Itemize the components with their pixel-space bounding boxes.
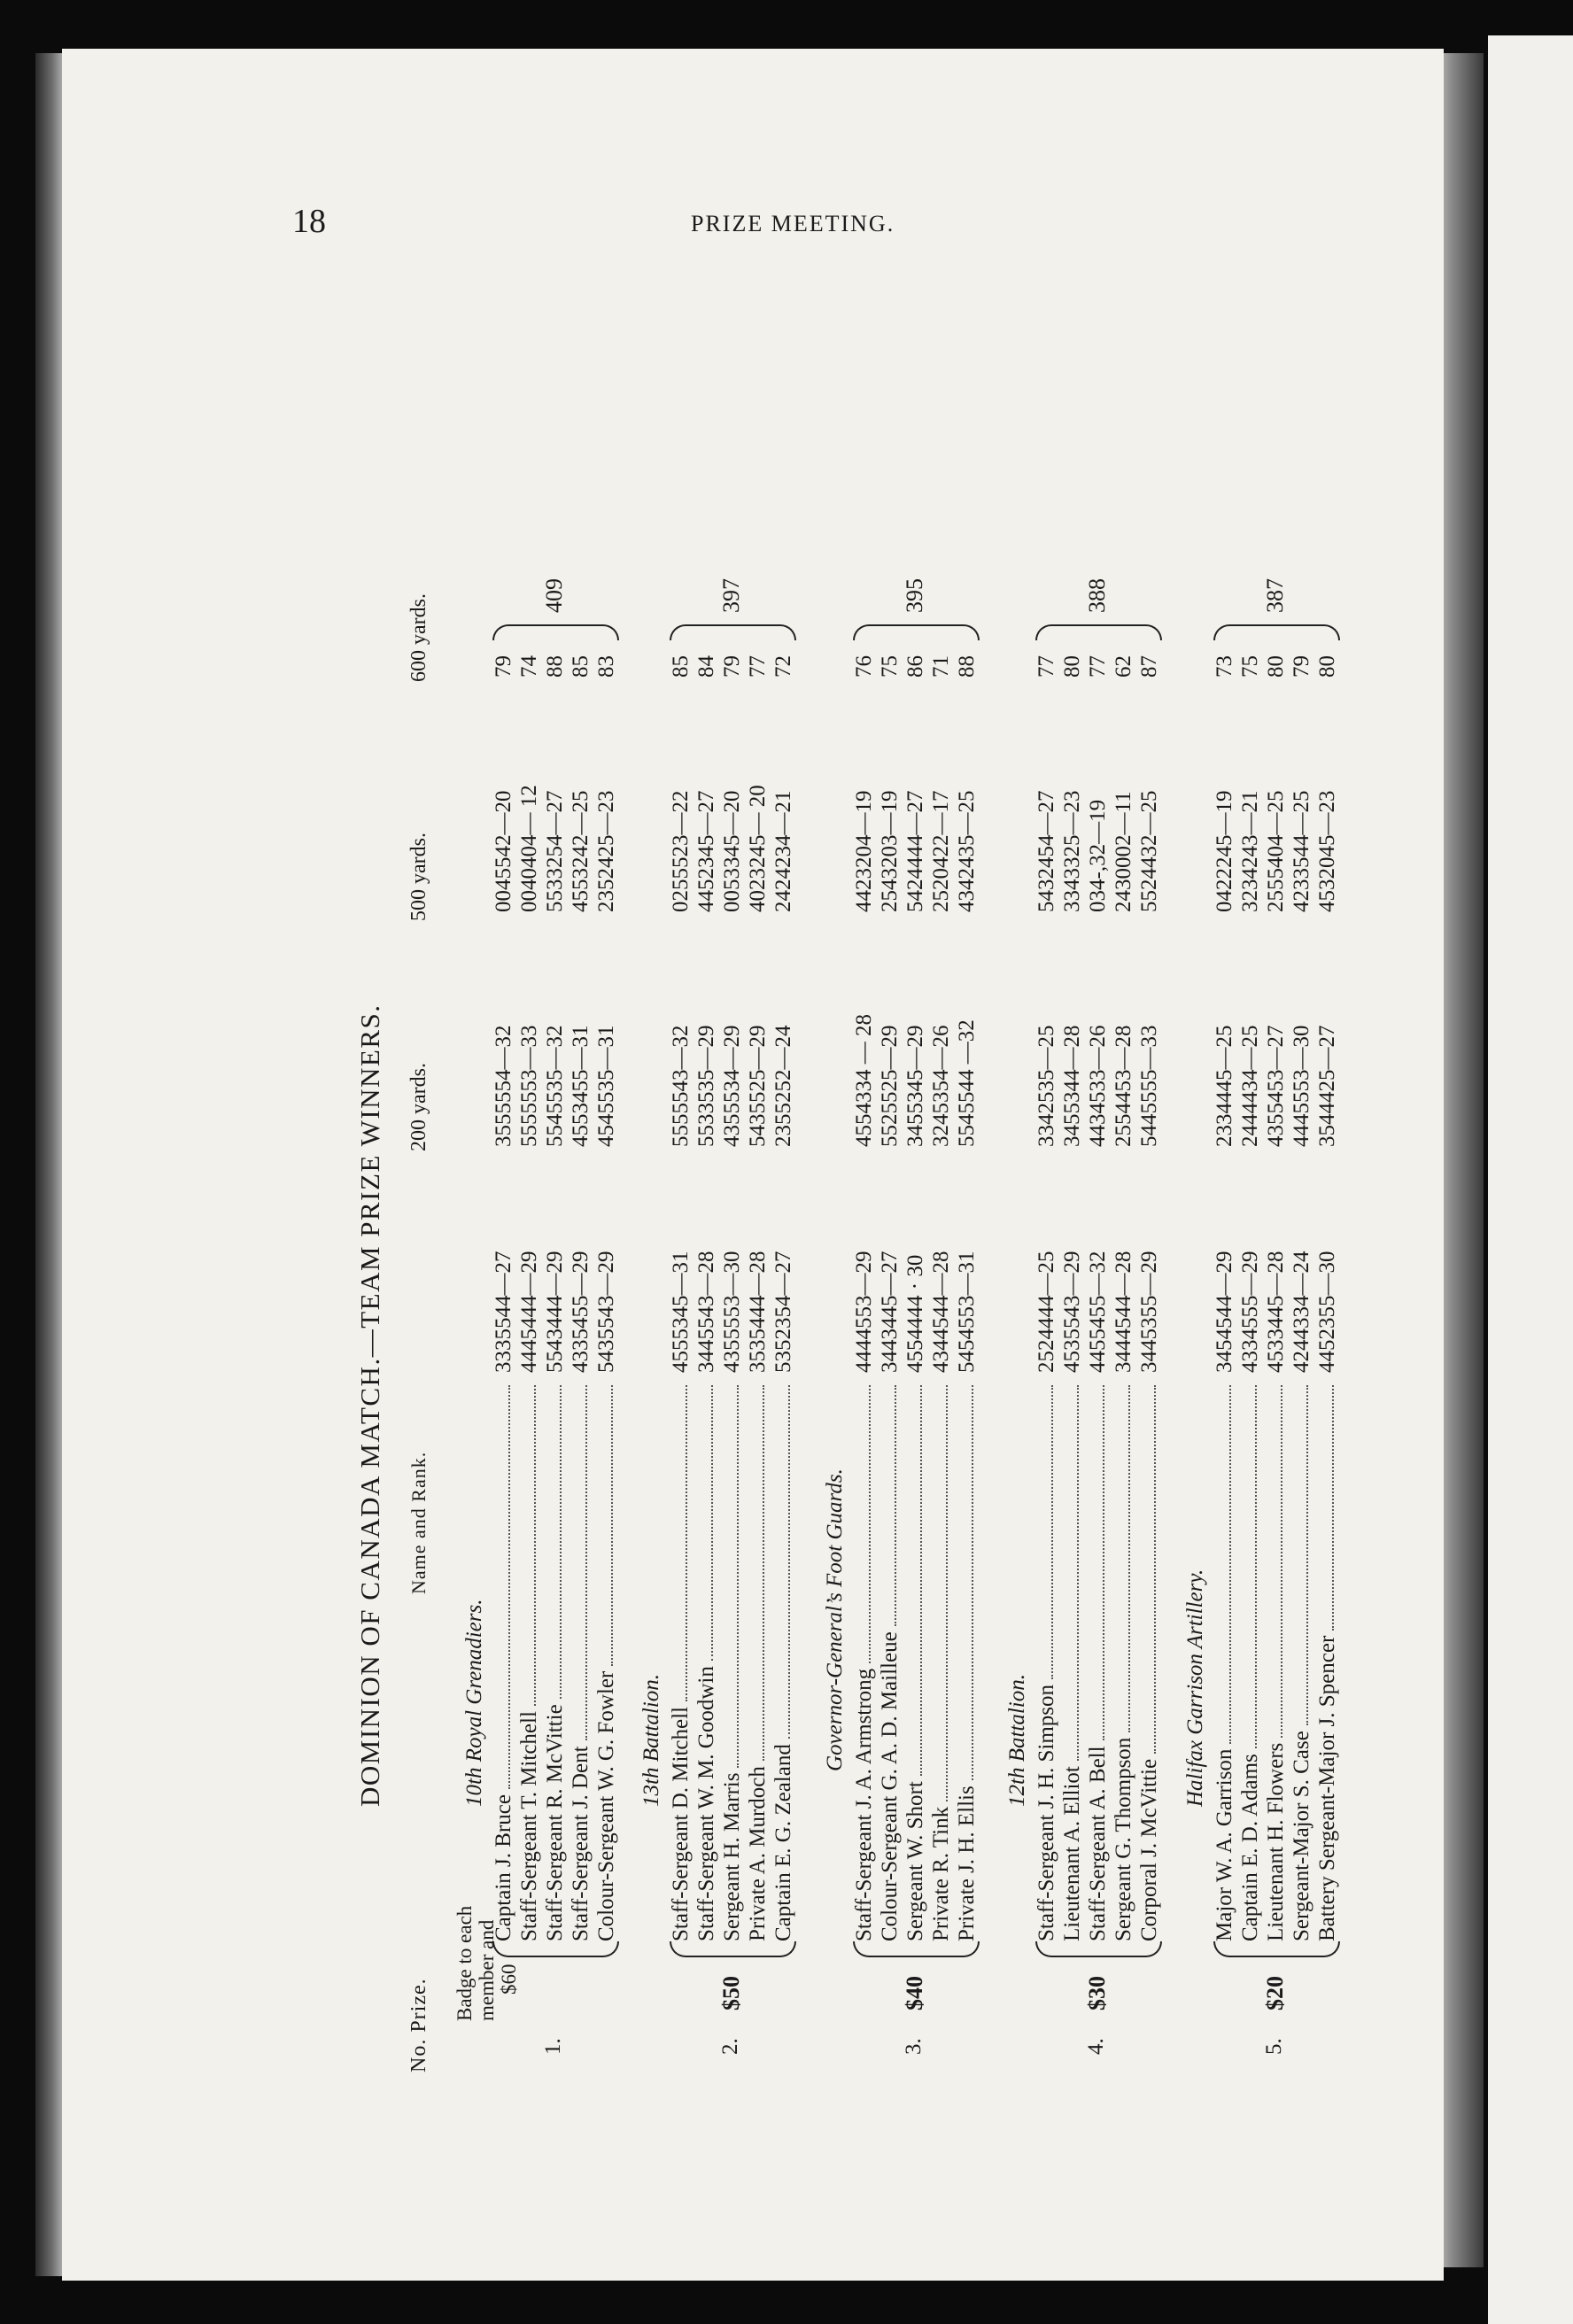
member-name bbox=[719, 1382, 745, 1941]
leader-dots bbox=[710, 1385, 713, 1661]
score-500: 3555554—32 bbox=[492, 1025, 515, 1147]
member-total: 62 bbox=[1112, 655, 1135, 678]
score-500: 2444434—25 bbox=[1238, 1025, 1262, 1147]
team-name: 12th Battalion. bbox=[1005, 1674, 1029, 1807]
adjacent-page-strip bbox=[1488, 35, 1573, 2324]
score-200: 3535444—28 bbox=[746, 1251, 770, 1373]
score-500: 5545544 —32 bbox=[955, 1019, 979, 1147]
member-name-text: Staff-Sergeant J. A. Armstrong bbox=[852, 1668, 876, 1941]
badge-line: $60 bbox=[498, 1964, 520, 1995]
member-name-text: Sergeant G. Thompson bbox=[1112, 1737, 1135, 1941]
score-500: 3245354—26 bbox=[929, 1025, 953, 1147]
member-name bbox=[877, 1382, 903, 1941]
running-head: PRIZE MEETING. bbox=[691, 211, 895, 236]
member-total: 85 bbox=[569, 655, 593, 678]
left-brace bbox=[853, 1941, 980, 1957]
member-name bbox=[593, 1382, 619, 1941]
member-name-text: Private J. H. Ellis bbox=[955, 1786, 979, 1941]
leader-dots bbox=[610, 1385, 613, 1666]
score-600: 2543203—19 bbox=[878, 790, 902, 912]
member-total: 79 bbox=[492, 655, 515, 678]
score-600: 0422245—19 bbox=[1213, 790, 1236, 912]
member-total: 74 bbox=[517, 655, 541, 678]
score-500: 3455345—29 bbox=[903, 1025, 927, 1147]
member-name-text: Major W. A. Garrison bbox=[1213, 1748, 1236, 1941]
score-200: 4452355—30 bbox=[1315, 1251, 1339, 1373]
score-200: 4355553—30 bbox=[720, 1251, 744, 1373]
member-total: 80 bbox=[1264, 655, 1288, 678]
member-name bbox=[1059, 1382, 1085, 1941]
right-brace bbox=[1213, 624, 1340, 640]
score-500: 5555543—32 bbox=[669, 1025, 693, 1147]
member-row bbox=[491, 337, 516, 2072]
leader-dots bbox=[585, 1385, 587, 1740]
table-title: DOMINION OF CANADA MATCH.—TEAM PRIZE WINNERS. bbox=[354, 1003, 385, 1807]
member-row bbox=[694, 337, 719, 2072]
score-200: 2524444—25 bbox=[1034, 1251, 1058, 1373]
member-name-text: Lieutenant H. Flowers bbox=[1264, 1742, 1288, 1941]
team-name: 10th Royal Grenadiers. bbox=[462, 1599, 486, 1807]
member-name-text: Colour-Sergeant G. A. D. Mailleue bbox=[878, 1631, 902, 1941]
score-600: 4553242—25 bbox=[569, 790, 593, 912]
member-row bbox=[516, 337, 542, 2072]
member-total: 71 bbox=[929, 655, 953, 678]
member-name bbox=[1212, 1382, 1237, 1941]
member-name-text: Sergeant H. Marris bbox=[720, 1772, 744, 1941]
team-total: 395 bbox=[901, 578, 927, 613]
score-600: 0053345—20 bbox=[720, 790, 744, 912]
prize-number: 4. bbox=[1083, 2038, 1108, 2055]
score-600: 2424234—21 bbox=[771, 790, 795, 912]
score-200: 3444544—28 bbox=[1112, 1251, 1135, 1373]
header-no-prize: No. Prize. bbox=[407, 1978, 430, 2072]
member-total: 85 bbox=[669, 655, 693, 678]
prize-badge-note bbox=[453, 1906, 520, 2021]
header-name-rank: Name and Rank. bbox=[407, 1451, 430, 1594]
leader-dots bbox=[919, 1385, 922, 1776]
score-500: 2355252—24 bbox=[771, 1025, 795, 1147]
right-brace bbox=[492, 624, 619, 640]
score-200: 5454553—31 bbox=[955, 1251, 979, 1373]
member-name bbox=[1237, 1382, 1263, 1941]
leader-dots bbox=[894, 1385, 896, 1626]
score-200: 3445355—29 bbox=[1137, 1251, 1161, 1373]
score-200: 4535543—29 bbox=[1060, 1251, 1084, 1373]
rotated-table bbox=[354, 337, 1391, 2072]
score-500: 3342535—25 bbox=[1034, 1025, 1058, 1147]
team-name: Governor-General’s Foot Guards. bbox=[823, 1468, 847, 1771]
score-500: 4553455—31 bbox=[569, 1025, 593, 1147]
score-200: 4444553—29 bbox=[852, 1251, 876, 1373]
score-200: 4244334—24 bbox=[1290, 1251, 1313, 1373]
member-name-text: Captain E. G. Zealand bbox=[771, 1744, 795, 1941]
score-600: 3343325—23 bbox=[1060, 790, 1084, 912]
left-brace bbox=[1213, 1941, 1340, 1957]
team-name: 13th Battalion. bbox=[639, 1674, 663, 1807]
member-total: 77 bbox=[1086, 655, 1110, 678]
member-name bbox=[954, 1382, 980, 1941]
leader-dots bbox=[945, 1385, 948, 1801]
member-name bbox=[745, 1382, 771, 1941]
score-500: 5545535—32 bbox=[543, 1025, 567, 1147]
prize-amount: $20 bbox=[1261, 1976, 1288, 2010]
member-name-text: Staff-Sergeant D. Mitchell bbox=[669, 1707, 693, 1941]
member-name bbox=[1263, 1382, 1289, 1941]
score-600: 4023245— 20 bbox=[746, 785, 770, 912]
score-500: 2554453—28 bbox=[1112, 1025, 1135, 1147]
member-total: 83 bbox=[594, 655, 618, 678]
score-200: 4344544—28 bbox=[929, 1251, 953, 1373]
member-name-text: Private R. Tink bbox=[929, 1806, 953, 1941]
prize-amount: $40 bbox=[901, 1976, 927, 2010]
team-name: Halifax Garrison Artillery. bbox=[1183, 1569, 1207, 1807]
score-500: 5555553—33 bbox=[517, 1025, 541, 1147]
member-row bbox=[877, 337, 903, 2072]
score-500: 3544425—27 bbox=[1315, 1025, 1339, 1147]
leader-dots bbox=[868, 1385, 871, 1663]
leader-dots bbox=[1306, 1385, 1308, 1725]
score-200: 5435543—29 bbox=[594, 1251, 618, 1373]
score-600: 0040404— 12 bbox=[517, 785, 541, 912]
prize-number: 2. bbox=[717, 2038, 742, 2055]
leader-dots bbox=[1331, 1385, 1334, 1631]
leader-dots bbox=[1127, 1385, 1130, 1732]
member-row bbox=[1237, 337, 1263, 2072]
member-name bbox=[542, 1382, 568, 1941]
leader-dots bbox=[1254, 1385, 1257, 1748]
right-brace bbox=[670, 624, 796, 640]
score-600: 5432454—27 bbox=[1034, 790, 1058, 912]
leader-dots bbox=[533, 1385, 536, 1706]
score-500: 4355534—29 bbox=[720, 1025, 744, 1147]
member-name bbox=[903, 1382, 928, 1941]
score-600: 4532045—23 bbox=[1315, 790, 1339, 912]
member-name bbox=[694, 1382, 719, 1941]
member-row bbox=[1212, 337, 1237, 2072]
right-brace bbox=[1035, 624, 1162, 640]
leader-dots bbox=[736, 1385, 739, 1768]
member-name-text: Staff-Sergeant R. McVittie bbox=[543, 1704, 567, 1941]
member-row bbox=[1034, 337, 1059, 2072]
member-row bbox=[568, 337, 593, 2072]
score-600: 5533254—27 bbox=[543, 790, 567, 912]
member-total: 72 bbox=[771, 655, 795, 678]
member-total: 87 bbox=[1137, 655, 1161, 678]
member-name bbox=[568, 1382, 593, 1941]
page-number: 18 bbox=[292, 203, 326, 240]
score-200: 4335455—29 bbox=[569, 1251, 593, 1373]
member-name-text: Colour-Sergeant W. G. Fowler bbox=[594, 1670, 618, 1941]
member-name bbox=[928, 1382, 954, 1941]
score-500: 4554334 — 28 bbox=[852, 1014, 876, 1147]
member-name-text: Battery Sergeant-Major J. Spencer bbox=[1315, 1635, 1339, 1941]
score-200: 3443445—27 bbox=[878, 1251, 902, 1373]
left-brace bbox=[1035, 1941, 1162, 1957]
member-name-text: Staff-Sergeant J. H. Simpson bbox=[1034, 1684, 1058, 1941]
member-name-text: Captain E. D. Adams bbox=[1238, 1754, 1262, 1941]
left-brace bbox=[670, 1941, 796, 1957]
member-name-text: Private A. Murdoch bbox=[746, 1766, 770, 1941]
member-row bbox=[593, 337, 619, 2072]
score-200: 4554444 · 30 bbox=[903, 1254, 927, 1373]
member-total: 77 bbox=[746, 655, 770, 678]
member-name bbox=[516, 1382, 542, 1941]
member-total: 88 bbox=[955, 655, 979, 678]
member-name bbox=[1136, 1382, 1162, 1941]
score-600: 2352425—23 bbox=[594, 790, 618, 912]
member-name-text: Sergeant-Major S. Case bbox=[1290, 1731, 1313, 1941]
member-row bbox=[668, 337, 694, 2072]
prize-number: 3. bbox=[901, 2038, 926, 2055]
header-200-yards: 200 yards. bbox=[407, 1063, 430, 1151]
member-row bbox=[1289, 337, 1314, 2072]
prize-number: 5. bbox=[1261, 2038, 1286, 2055]
score-500: 4545535—31 bbox=[594, 1025, 618, 1147]
member-name bbox=[1314, 1382, 1340, 1941]
member-row bbox=[1111, 337, 1136, 2072]
leader-dots bbox=[1076, 1385, 1079, 1761]
leader-dots bbox=[971, 1385, 973, 1780]
prize-amount: $30 bbox=[1083, 1976, 1110, 2010]
member-name-text: Staff-Sergeant J. Dent bbox=[569, 1746, 593, 1941]
score-200: 4455455—32 bbox=[1086, 1251, 1110, 1373]
score-200: 4533445—28 bbox=[1264, 1251, 1288, 1373]
score-200: 5543444—29 bbox=[543, 1251, 567, 1373]
member-total: 80 bbox=[1315, 655, 1339, 678]
score-500: 5533535—29 bbox=[694, 1025, 718, 1147]
member-row bbox=[928, 337, 954, 2072]
member-total: 79 bbox=[1290, 655, 1313, 678]
member-total: 76 bbox=[852, 655, 876, 678]
member-row bbox=[1059, 337, 1085, 2072]
score-600: 5524432—25 bbox=[1137, 790, 1161, 912]
right-brace bbox=[853, 624, 980, 640]
member-name-text: Staff-Sergeant W. M. Goodwin bbox=[694, 1666, 718, 1941]
score-600: 2430002—11 bbox=[1112, 791, 1135, 912]
member-name bbox=[851, 1382, 877, 1941]
member-total: 84 bbox=[694, 655, 718, 678]
score-600: 2520422—17 bbox=[929, 790, 953, 912]
score-200: 3335544—27 bbox=[492, 1251, 515, 1373]
prize-amount: $50 bbox=[717, 1976, 744, 2010]
header-600-yards: 600 yards. bbox=[407, 593, 430, 682]
member-total: 80 bbox=[1060, 655, 1084, 678]
score-600: 2555404—25 bbox=[1264, 790, 1288, 912]
member-row bbox=[1314, 337, 1340, 2072]
member-name bbox=[1289, 1382, 1314, 1941]
member-total: 77 bbox=[1034, 655, 1058, 678]
member-name bbox=[491, 1382, 516, 1941]
prize-number: 1. bbox=[540, 2038, 565, 2055]
score-200: 3445543—28 bbox=[694, 1251, 718, 1373]
score-600: 4423204—19 bbox=[852, 790, 876, 912]
member-row bbox=[954, 337, 980, 2072]
leader-dots bbox=[1228, 1385, 1231, 1744]
leader-dots bbox=[762, 1385, 764, 1761]
member-name-text: Captain J. Bruce bbox=[492, 1794, 515, 1941]
team-total: 397 bbox=[717, 578, 744, 613]
score-200: 3454544—29 bbox=[1213, 1251, 1236, 1373]
score-200: 5352354—27 bbox=[771, 1251, 795, 1373]
score-600: 4342435—25 bbox=[955, 790, 979, 912]
leader-dots bbox=[559, 1385, 562, 1699]
score-600: 4452345—27 bbox=[694, 790, 718, 912]
leader-dots bbox=[787, 1385, 790, 1739]
leader-dots bbox=[685, 1385, 687, 1701]
member-name bbox=[771, 1382, 796, 1941]
member-name-text: Staff-Sergeant A. Bell bbox=[1086, 1746, 1110, 1941]
leader-dots bbox=[1153, 1385, 1156, 1754]
member-total: 75 bbox=[878, 655, 902, 678]
leader-dots bbox=[508, 1385, 510, 1789]
member-row bbox=[745, 337, 771, 2072]
member-total: 73 bbox=[1213, 655, 1236, 678]
member-total: 79 bbox=[720, 655, 744, 678]
score-200: 4445444—29 bbox=[517, 1251, 541, 1373]
leader-dots bbox=[1280, 1385, 1282, 1738]
score-600: 034-,32—19 bbox=[1086, 799, 1110, 912]
member-row bbox=[851, 337, 877, 2072]
score-200: 4555345—31 bbox=[669, 1251, 693, 1373]
leader-dots bbox=[1050, 1385, 1053, 1679]
badge-line: Badge to each bbox=[453, 1905, 476, 2021]
score-500: 5445555—33 bbox=[1137, 1025, 1161, 1147]
score-600: 5424444—27 bbox=[903, 790, 927, 912]
member-name-text: Sergeant W. Short bbox=[903, 1781, 927, 1941]
member-total: 86 bbox=[903, 655, 927, 678]
score-500: 5435525—29 bbox=[746, 1025, 770, 1147]
score-600: 0255523—22 bbox=[669, 790, 693, 912]
score-500: 4445553—30 bbox=[1290, 1025, 1313, 1147]
member-name bbox=[1034, 1382, 1059, 1941]
member-total: 88 bbox=[543, 655, 567, 678]
score-200: 4334555—29 bbox=[1238, 1251, 1262, 1373]
score-500: 4355453—27 bbox=[1264, 1025, 1288, 1147]
member-name bbox=[668, 1382, 694, 1941]
member-name-text: Staff-Sergeant T. Mitchell bbox=[517, 1711, 541, 1941]
member-name bbox=[1085, 1382, 1111, 1941]
member-name bbox=[1111, 1382, 1136, 1941]
score-500: 2334445—25 bbox=[1213, 1025, 1236, 1147]
score-500: 5525525—29 bbox=[878, 1025, 902, 1147]
team-total: 387 bbox=[1261, 578, 1288, 613]
member-total: 75 bbox=[1238, 655, 1262, 678]
leader-dots bbox=[1102, 1385, 1104, 1740]
score-500: 3455344—28 bbox=[1060, 1025, 1084, 1147]
score-600: 0045542—20 bbox=[492, 790, 515, 912]
score-600: 3234243—21 bbox=[1238, 790, 1262, 912]
header-500-yards: 500 yards. bbox=[407, 833, 430, 921]
score-600: 4233544—25 bbox=[1290, 790, 1313, 912]
member-name-text: Lieutenant A. Elliot bbox=[1060, 1766, 1084, 1941]
member-row bbox=[771, 337, 796, 2072]
team-total: 388 bbox=[1083, 578, 1110, 613]
member-row bbox=[1136, 337, 1162, 2072]
badge-line: member and bbox=[476, 1919, 498, 2021]
score-500: 4434533—26 bbox=[1086, 1025, 1110, 1147]
team-total: 409 bbox=[540, 578, 567, 613]
member-name-text: Corporal J. McVittie bbox=[1137, 1758, 1161, 1941]
